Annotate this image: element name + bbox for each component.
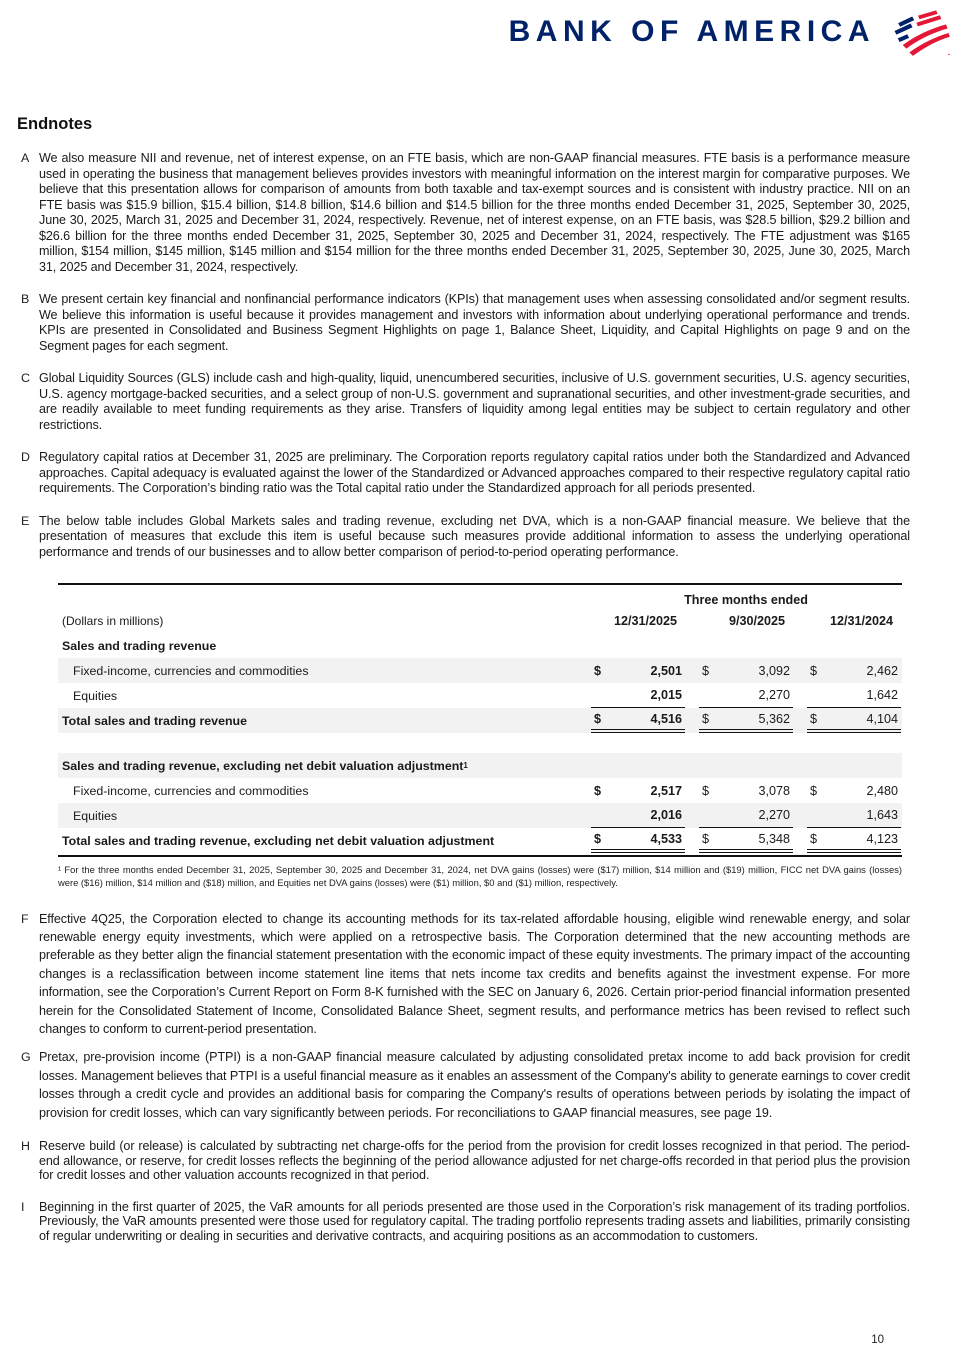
bank-of-america-wordmark: BANK OF AMERICA: [508, 15, 875, 48]
endnote-text: We present certain key financial and nonfinancial performance indicators (KPIs) that management uses when assessing consolidated and/or segment results. We believe this information is useful because it provides management and investors with information about underlying operational performance and trends. KPIs are presented in Consolidated and Business Segment Highlights on page 1, Balance Sheet, Liquidity, and Capital Highlights on page 9 and on the Segment pages for each segment.: [39, 292, 910, 353]
endnotes-section: [0, 151, 971, 1244]
endnote-c: [0, 371, 971, 433]
endnote-h: [0, 1139, 971, 1183]
endnote-b: [0, 292, 971, 354]
endnote-letter: E: [21, 513, 30, 528]
table-row: Equities 2,015 2,270 1,642: [58, 683, 902, 708]
table-body: [58, 583, 902, 857]
table-row: Equities 2,016 2,270 1,643: [58, 803, 902, 828]
endnote-text: Beginning in the first quarter of 2025, the VaR amounts for all periods presented are those used in the Corporation’s risk management of its trading portfolios. Previously, the VaR amounts presented were those used for regulatory capital. The trading portfolio represents trading assets and liabilities, primarily consisting of regular underwriting or dealing in securities and derivative contracts, and acquiring positions as an accommodation to customers.: [39, 1199, 910, 1244]
table-row: Fixed-income, currencies and commodities $ 2,517 $ 3,078 $ 2,480: [73, 783, 898, 798]
dollar-sign: $: [594, 711, 602, 726]
table-total-row: Total sales and trading revenue, excluding net debit valuation adjustment $ 4,533 $ 5,348 $ 4,123: [58, 828, 902, 853]
sales-trading-table: [58, 583, 902, 890]
dollar-sign: $: [810, 783, 818, 798]
endnote-letter: D: [21, 450, 30, 464]
endnote-d: [0, 450, 971, 497]
endnote-letter: G: [21, 1050, 31, 1065]
endnote-letter: A: [21, 151, 30, 165]
dollar-sign: $: [702, 711, 710, 726]
column-header-3: 12/31/2024: [829, 614, 893, 628]
endnote-text: Regulatory capital ratios at December 31, 2025 are preliminary. The Corporation reports regulatory capital ratios under both the Standardized and Advanced approaches. Capital adequacy is evaluated against the lower of the Standardized or Advanced approaches compared to their respective regulatory capital ratio requirements. The Corporation’s binding ratio was the Total capital ratio under the Standardized approach for all periods presented.: [39, 450, 910, 495]
endnote-text: We also measure NII and revenue, net of interest expense, on an FTE basis, which are non-GAAP financial measures. FTE basis is a performance measure used in operating the business that management believes provides investors with meaningful information on the interest margin for comparative purposes. We believe that this presentation allows for comparison of amounts from both taxable and tax-exempt sources and is consistent with industry practice. NII on an FTE basis was $15.9 billion, $15.4 billion, $14.8 billion, $14.6 billion and $14.5 billion for the three months ended December 31, 2025, September 30, 2025, June 30, 2025, March 31, 2025 and December 31, 2024, respectively. Revenue, net of interest expense, on an FTE basis, was $28.5 billion, $29.2 billion and $26.6 billion for the three months ended December 31, 2025, September 30, 2025 and December 31, 2024, respectively. The FTE adjustment was $165 million, $154 million, $145 million, $145 million and $154 million for the three months ended December 31, 2025, September 30, 2025, June 30, 2025, March 31, 2025 and December 31, 2024, respectively.: [39, 151, 910, 274]
endnote-f: [0, 910, 971, 1039]
endnote-letter: H: [21, 1139, 30, 1154]
endnote-text: Effective 4Q25, the Corporation elected to change its accounting methods for its tax-related affordable housing, eligible wind renewable energy, and solar renewable energy equity investments, which were applied on a retrospective basis. The Corporation determined that the new accounting methods are preferable as they better align the financial statement presentation with the economic impact of these equity investments. The primary impact of the accounting changes is a reclassification between income statement line items that nets income tax credits and benefits against the investment expense. For more information, see the Corporation’s Current Report on Form 8-K furnished with the SEC on January 6, 2026. Certain prior-period financial information presented herein for the Consolidated Statement of Income, Consolidated Balance Sheet, segment results, and performance metrics has been revised to reflect such changes to conform to current-period presentation.: [39, 911, 910, 1037]
footnote-ref: 1: [463, 761, 468, 770]
endnote-text: The below table includes Global Markets sales and trading revenue, excluding net DVA, which is a non-GAAP financial measure. We believe that the presentation of measures that exclude this item is useful because such measures provide additional information to assess the underlying operational performance and trends of our businesses and to allow better comparison of period-to-period operating performance.: [39, 513, 910, 559]
dollar-sign: $: [594, 783, 602, 798]
section-header: Sales and trading revenue, excluding net debit valuation adjustment 1: [62, 758, 468, 773]
table-footnote: ¹ For the three months ended December 31, 2025, September 30, 2025 and December 31, 2024, net DVA gains (losses) were ($17) million, $14 million and ($19) million, FICC net DVA gains (losses) were ($16) million, $14 million and ($18) million, and Equities net DVA gains (losses) were ($1) million, $0 and ($1) million, respectively.: [58, 864, 902, 888]
endnote-letter: F: [21, 911, 29, 926]
dollar-sign: $: [702, 783, 710, 798]
table-row: Fixed-income, currencies and commodities $ 2,501 $ 3,092 $ 2,462: [58, 658, 902, 683]
endnote-g: [0, 1048, 971, 1122]
page-title: Endnotes: [17, 115, 93, 133]
column-header-2: 9/30/2025: [728, 614, 785, 628]
bank-of-america-logo: [509, 12, 951, 58]
endnote-letter: C: [21, 371, 30, 385]
section-header: Sales and trading revenue: [62, 638, 217, 653]
dollar-sign: $: [702, 663, 710, 678]
dollar-sign: $: [594, 663, 602, 678]
dollar-sign: $: [594, 831, 602, 846]
page-header: [0, 0, 971, 58]
endnote-text: Global Liquidity Sources (GLS) include cash and high-quality, liquid, unencumbered securities, inclusive of U.S. government securities, U.S. agency securities, U.S. agency mortgage-backed securities, and a select group of non-U.S. government and supranational securities, and other investment-grade securities, and are readily available to meet funding requirements as they arise. Transfers of liquidity among legal entities may be subject to certain regulatory and other restrictions.: [39, 371, 910, 432]
endnote-text: Reserve build (or release) is calculated by subtracting net charge-offs for the period from the provision for credit losses recognized in that period. The period-end allowance, or reserve, for credit losses reflects the beginning of the period allowance adjusted for net charge-offs recorded in that period plus the provision for credit losses and other valuation accounts recognized in that period.: [39, 1139, 910, 1183]
endnote-i: [0, 1200, 971, 1244]
column-header-1: 12/31/2025: [613, 614, 677, 628]
table-total-row: Total sales and trading revenue $ 4,516 $ 5,362 $ 4,104: [58, 708, 902, 733]
table-period-header: Three months ended: [684, 593, 808, 607]
endnote-letter: I: [21, 1199, 25, 1214]
page-number: 10: [871, 1334, 884, 1346]
dollar-sign: $: [810, 663, 818, 678]
endnote-a: [0, 151, 971, 275]
dollar-sign: $: [810, 711, 818, 726]
dollar-sign: $: [810, 831, 818, 846]
endnote-text: Pretax, pre-provision income (PTPI) is a non-GAAP financial measure calculated by adjusting consolidated pretax income to add back provision for credit losses. Management believes that PTPI is a useful financial measure as it enables an assessment of the Company's ability to generate earnings to cover credit losses through a credit cycle and provides an additional basis for comparing the Company's results of operations between periods by isolating the impact of provision for credit losses, which can vary significantly between periods. For reconciliations to GAAP financial measures, see page 19.: [39, 1050, 910, 1120]
dollars-in-millions-note: (Dollars in millions): [62, 614, 164, 628]
endnote-e: [0, 514, 971, 561]
endnote-letter: B: [21, 292, 30, 306]
dollar-sign: $: [702, 831, 710, 846]
bofa-flag-icon: [885, 8, 951, 58]
